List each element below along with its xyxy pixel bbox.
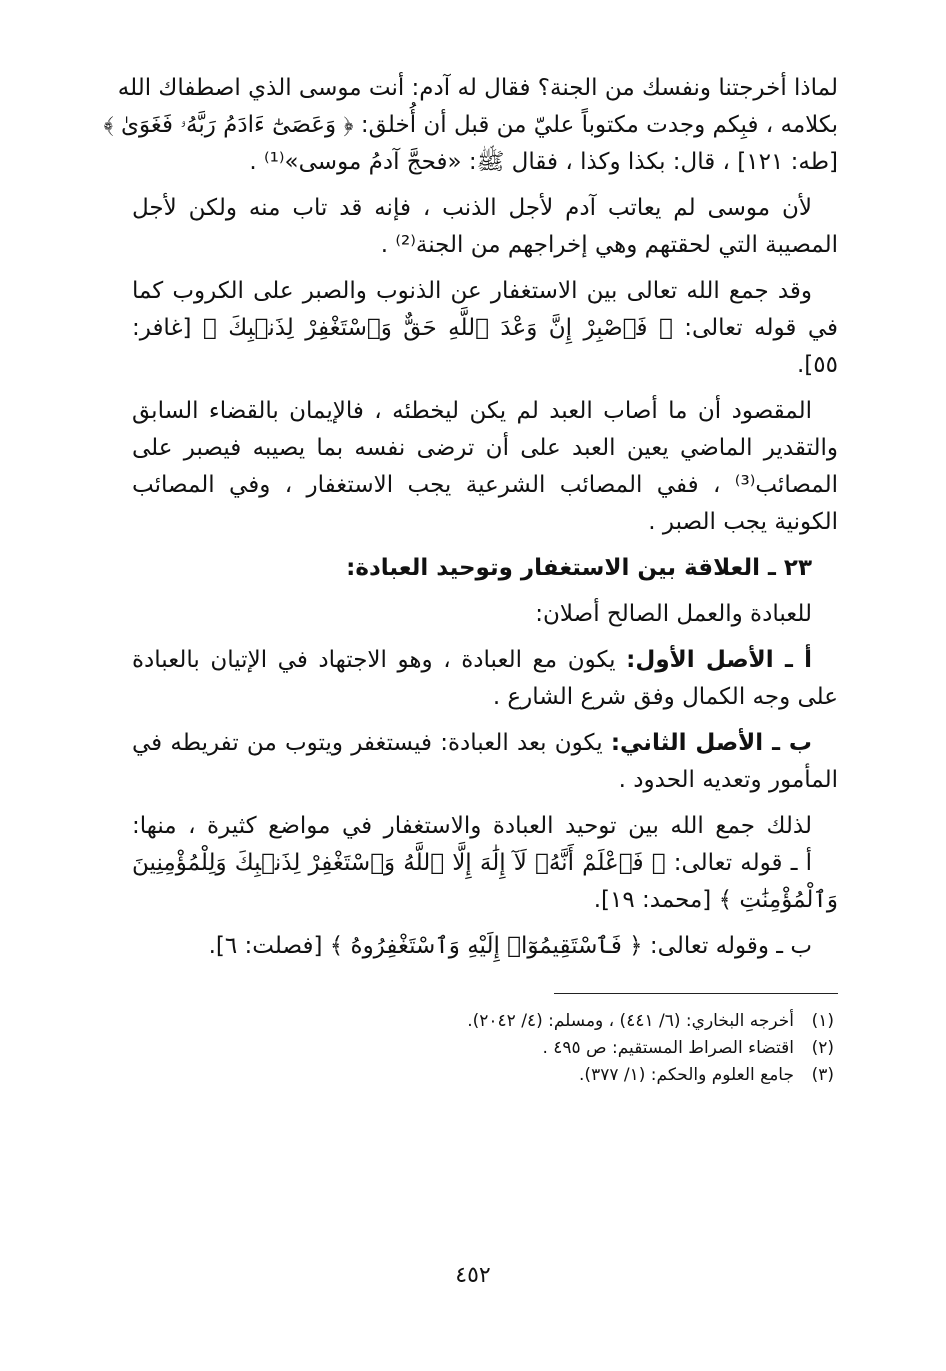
- paragraph-6: [132, 642, 838, 716]
- term-text: يكون بعد العبادة: فيستغفر ويتوب من تفريطه في: [132, 730, 611, 756]
- text-line: ٥٥].: [796, 352, 838, 378]
- text-line: على وجه الكمال وفق شرع الشارع .: [492, 684, 838, 710]
- text-line: [132, 725, 838, 762]
- paragraph-4: [132, 393, 838, 541]
- text-line: [طه: ١٢١] ، قال: بكذا وكذا ، فقال ﷺ: «فحجَّ آدمُ موسى»⁽¹⁾ .: [249, 149, 838, 175]
- text-line: لذلك جمع الله بين توحيد العبادة والاستغفار في مواضع كثيرة ، منها:: [132, 813, 812, 839]
- footnote-number: (١): [811, 1011, 834, 1031]
- footnote: [132, 1008, 838, 1035]
- text-line: المأمور وتعديه الحدود .: [618, 767, 838, 793]
- text-line: لماذا أخرجتنا ونفسك من الجنة؟ فقال له آدم: أنت موسى الذي اصطفاك الله: [117, 75, 838, 101]
- term-label: ب ـ الأصل الثاني:: [610, 730, 812, 756]
- text-line: للعبادة والعمل الصالح أصلان:: [535, 601, 812, 627]
- paragraph-8: [132, 808, 838, 919]
- page-number: ٤٥٢: [455, 1263, 491, 1288]
- text-line: في قوله تعالى: ﴿ فَٱصْبِرْ إِنَّ وَعْدَ ٱللَّهِ حَقٌّ وَٱسْتَغْفِرْ لِذَنۢبِكَ ﴾ [غافر:: [132, 315, 838, 341]
- term-text: يكون مع العبادة ، وهو الاجتهاد في الإتيان بالعبادة: [132, 647, 627, 673]
- footnote-text: أخرجه البخاري: (٦/ ٤٤١) ، ومسلم: (٤/ ٢٠٤٢).: [467, 1011, 794, 1031]
- footnote-text: اقتضاء الصراط المستقيم: ص ٤٩٥ .: [542, 1038, 794, 1058]
- footnote: [132, 1062, 838, 1089]
- footnote: [132, 1035, 838, 1062]
- footnote-number: (٣): [811, 1065, 834, 1085]
- footnotes: [132, 1008, 838, 1089]
- text-line: بكلامه ، فبِكم وجدت مكتوباً عليّ من قبل أن أُخلق: ﴿ وَعَصَىٰٓ ءَادَمُ رَبَّهُۥ فَغَوَىٰ ﴾: [103, 112, 838, 138]
- text-line: وَٱلْمُؤْمِنَٰتِ ﴾ [محمد: ١٩].: [593, 887, 838, 913]
- paragraph-1: [103, 70, 838, 181]
- paragraph-5: [132, 596, 838, 633]
- footnote-number: (٢): [811, 1038, 834, 1058]
- text-line: المصيبة التي لحقتهم وهي إخراجهم من الجنة⁽²⁾ .: [380, 232, 838, 258]
- paragraph-7: [132, 725, 838, 799]
- footnote-text: جامع العلوم والحكم: (١/ ٣٧٧).: [579, 1065, 794, 1085]
- text-line: ب ـ وقوله تعالى: ﴿ فَٱسْتَقِيمُوٓا۟ إِلَيْهِ وَٱسْتَغْفِرُوهُ ﴾ [فصلت: ٦].: [208, 933, 812, 959]
- paragraph-2: [132, 190, 838, 264]
- text-line: والتقدير الماضي يعين العبد على أن ترضى نفسه بما يصيبه فيصبر على: [132, 435, 838, 461]
- text-line: الكونية يجب الصبر .: [648, 509, 838, 535]
- term-label: أ ـ الأصل الأول:: [626, 647, 812, 673]
- footnote-divider: [554, 993, 838, 994]
- paragraph-9: [132, 928, 838, 965]
- text-line: لأن موسى لم يعاتب آدم لأجل الذنب ، فإنه قد تاب منه ولكن لأجل: [132, 195, 812, 221]
- text-line: وقد جمع الله تعالى بين الاستغفار عن الذنوب والصبر على الكروب كما: [132, 278, 812, 304]
- text-line: [132, 642, 838, 679]
- text-line: المقصود أن ما أصاب العبد لم يكن ليخطئه ، فالإيمان بالقضاء السابق: [132, 398, 812, 424]
- paragraph-3: [132, 273, 838, 384]
- text-line: المصائب⁽³⁾ ، ففي المصائب الشرعية يجب الاستغفار ، وفي المصائب: [132, 472, 838, 498]
- section-heading: ٢٣ ـ العلاقة بين الاستغفار وتوحيد العبادة:: [346, 555, 812, 581]
- text-line: أ ـ قوله تعالى: ﴿ فَٱعْلَمْ أَنَّهُۥ لَآ إِلَٰهَ إِلَّا ٱللَّهُ وَٱسْتَغْفِرْ لِذَنۢبِكَ وَلِلْمُؤْمِنِينَ: [132, 850, 812, 876]
